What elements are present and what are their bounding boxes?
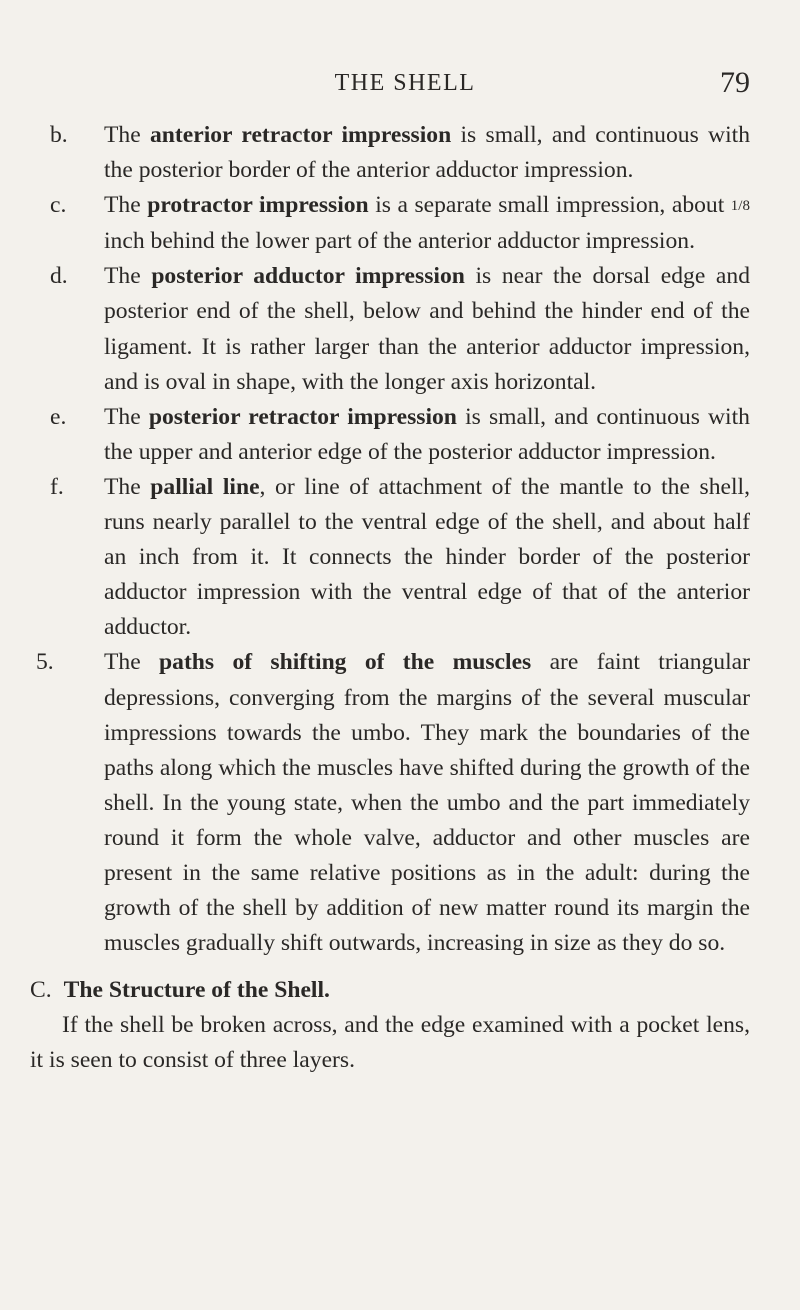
item-text: The [104,192,148,219]
item-text: The [104,263,152,290]
list-item-d [50,259,750,399]
item-term: posterior adductor impression [151,263,465,290]
list-item-b [50,118,750,188]
item-term: paths of shifting of the muscles [159,649,532,676]
item-text: The [104,403,149,430]
item-marker: f. [50,473,64,500]
item-text: The [104,473,151,500]
running-title: THE SHELL [334,70,476,96]
item-marker: 5. [36,649,54,676]
body-text [30,118,750,1079]
list-item-f [50,470,750,645]
item-term: protractor impression [147,192,369,219]
item-marker: c. [50,192,67,219]
list-item-e [50,400,750,470]
item-text: inch behind the lower part of the anterior adductor impression. [104,228,695,255]
page-header [60,66,750,106]
fraction: 1/8 [730,198,750,215]
list-item-c [50,188,750,259]
item-text: is small, and continuous with the posterior border of the anterior adductor impression. [104,122,750,184]
section-heading [30,973,750,1008]
section-marker: C. [30,977,52,1004]
list-item-5 [36,645,750,961]
item-marker: b. [50,122,68,148]
item-text: The [104,649,160,676]
item-term: anterior retractor impression [149,122,452,148]
section-c [30,973,750,1078]
item-text: , or line of attachment of the mantle to the shell, runs nearly parallel to the ventral edge of the shell, and about half an inch from it. It connects the hinder border of the posterior adductor impression with the ventral edge of that of the anterior adductor. [104,473,750,641]
section-title: The Structure of the Shell. [63,977,330,1004]
item-text: is small, and continuous with the upper and anterior edge of the posterior adductor impression. [104,403,750,465]
item-text: is near the dorsal edge and posterior end of the shell, below and behind the hinder end of the ligament. It is rather larger than the anterior adductor impression, and is oval in shape, with the longer axis horizontal. [104,263,750,395]
item-marker: d. [50,263,68,290]
item-term: posterior retractor impression [148,403,457,430]
section-paragraph: If the shell be broken across, and the edge examined with a pocket lens, it is seen to consist of three layers. [30,1012,750,1074]
item-text: is a separate small impression, about [368,192,731,219]
page-number: 79 [720,66,750,99]
item-term: pallial line [150,473,260,500]
item-text: are faint triangular depressions, converging from the margins of the several muscular impressions towards the umbo. They mark the boundaries of the paths along which the muscles have shifted during the growth of the shell. In the young state, when the umbo and the part immediately round it form the whole valve, adductor and other muscles are present in the same relative positions as in the adult: during the growth of the shell by addition of new matter round its margin the muscles gradually shift outwards, increasing in size as they do so. [104,649,750,957]
item-marker: e. [50,403,67,430]
item-text: The [104,122,150,148]
